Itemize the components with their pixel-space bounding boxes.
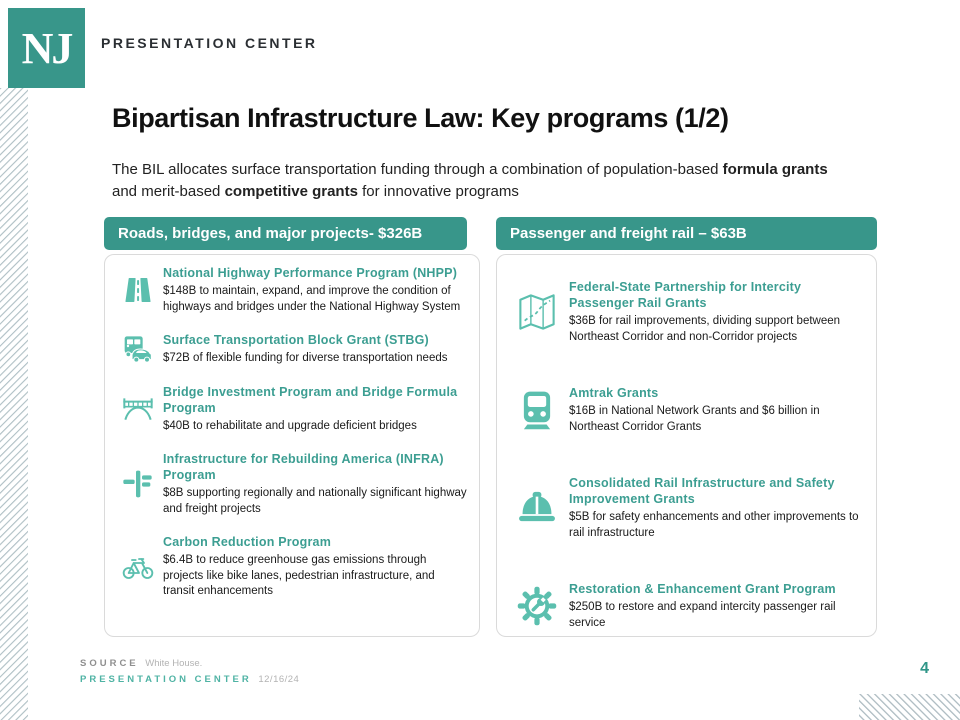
program-title: Amtrak Grants [569,386,659,400]
hardhat-icon [505,487,569,529]
program-title: Federal-State Partnership for Intercity Passenger Rail Grants [569,280,802,310]
program-item-infra [113,451,467,517]
column-header-roads: Roads, bridges, and major projects- $326B [104,217,467,250]
bus-car-icon [113,333,163,365]
program-columns [104,217,877,637]
program-desc: $6.4B to reduce greenhouse gas emissions through projects like bike lanes, pedestrian infrastructure, and transit enhancements [163,554,435,597]
program-title: Consolidated Rail Infrastructure and Safety Improvement Grants [569,476,835,506]
highway-icon [113,274,163,306]
program-desc: $148B to maintain, expand, and improve the condition of highways and bridges under the National Highway System [163,285,461,313]
intro-text: for innovative programs [357,182,519,200]
nj-logo [8,8,85,88]
map-icon [505,291,569,333]
program-desc: $72B of flexible funding for diverse transportation needs [163,352,448,364]
signpost-icon [113,468,163,500]
program-item-carbon [113,534,467,600]
page-number: 4 [920,660,929,677]
gear-wrench-icon [505,585,569,627]
nj-logo-text: NJ [21,23,72,73]
page-title: Bipartisan Infrastructure Law: Key programs (1/2) [112,103,729,133]
bicycle-icon [113,551,163,583]
column-header-rail: Passenger and freight rail – $63B [496,217,877,250]
left-stripe-pattern [0,88,28,720]
bridge-icon [113,393,163,425]
program-item-stbg [113,332,467,367]
intro-bold-formula-grants: formula grants [722,161,828,178]
program-desc: $40B to rehabilitate and upgrade deficient bridges [163,419,417,432]
program-title: Restoration & Enhancement Grant Program [569,582,836,596]
program-item-nhpp [113,265,467,315]
intro-paragraph [112,159,852,203]
source-label: SOURCE [80,658,139,669]
footer-date: 12/16/24 [258,674,300,685]
footer-brand-label: PRESENTATION CENTER [80,674,252,685]
program-item-bridge [113,384,467,435]
program-item-crisi [505,475,864,541]
program-desc: $16B in National Network Grants and $6 billion in Northeast Corridor Grants [569,405,820,433]
train-icon [505,389,569,431]
program-title: Surface Transportation Block Grant (STBG) [163,333,429,347]
source-line [80,656,299,672]
program-item-fsp [505,279,864,345]
program-desc: $5B for safety enhancements and other improvements to rail infrastructure [569,511,859,539]
intro-bold-competitive-grants: competitive grants [224,182,358,200]
program-title: Carbon Reduction Program [163,535,332,549]
intro-text: The BIL allocates surface transportation funding through a combination of population-based [112,161,723,178]
program-title: Bridge Investment Program and Bridge Formula Program [163,384,458,415]
presentation-center-wordmark: PRESENTATION CENTER [101,35,318,51]
program-item-amtrak [505,385,864,435]
program-title: National Highway Performance Program (NHPP) [163,266,458,280]
program-desc: $250B to restore and expand intercity passenger rail service [569,601,836,629]
presentation-center-line [80,672,299,688]
rail-card [496,254,877,637]
program-item-restoration [505,581,864,631]
corner-stripe-pattern [859,694,960,720]
column-rail [496,217,877,637]
footer [80,656,299,688]
column-roads [104,217,480,637]
intro-text: and merit-based [112,182,225,200]
program-desc: $8B supporting regionally and nationally significant highway and freight projects [163,487,467,515]
program-title: Infrastructure for Rebuilding America (INFRA) Program [163,452,444,482]
program-desc: $36B for rail improvements, dividing support between Northeast Corridor and non-Corridor projects [569,315,841,343]
roads-card [104,254,480,637]
source-value: White House. [145,658,203,669]
